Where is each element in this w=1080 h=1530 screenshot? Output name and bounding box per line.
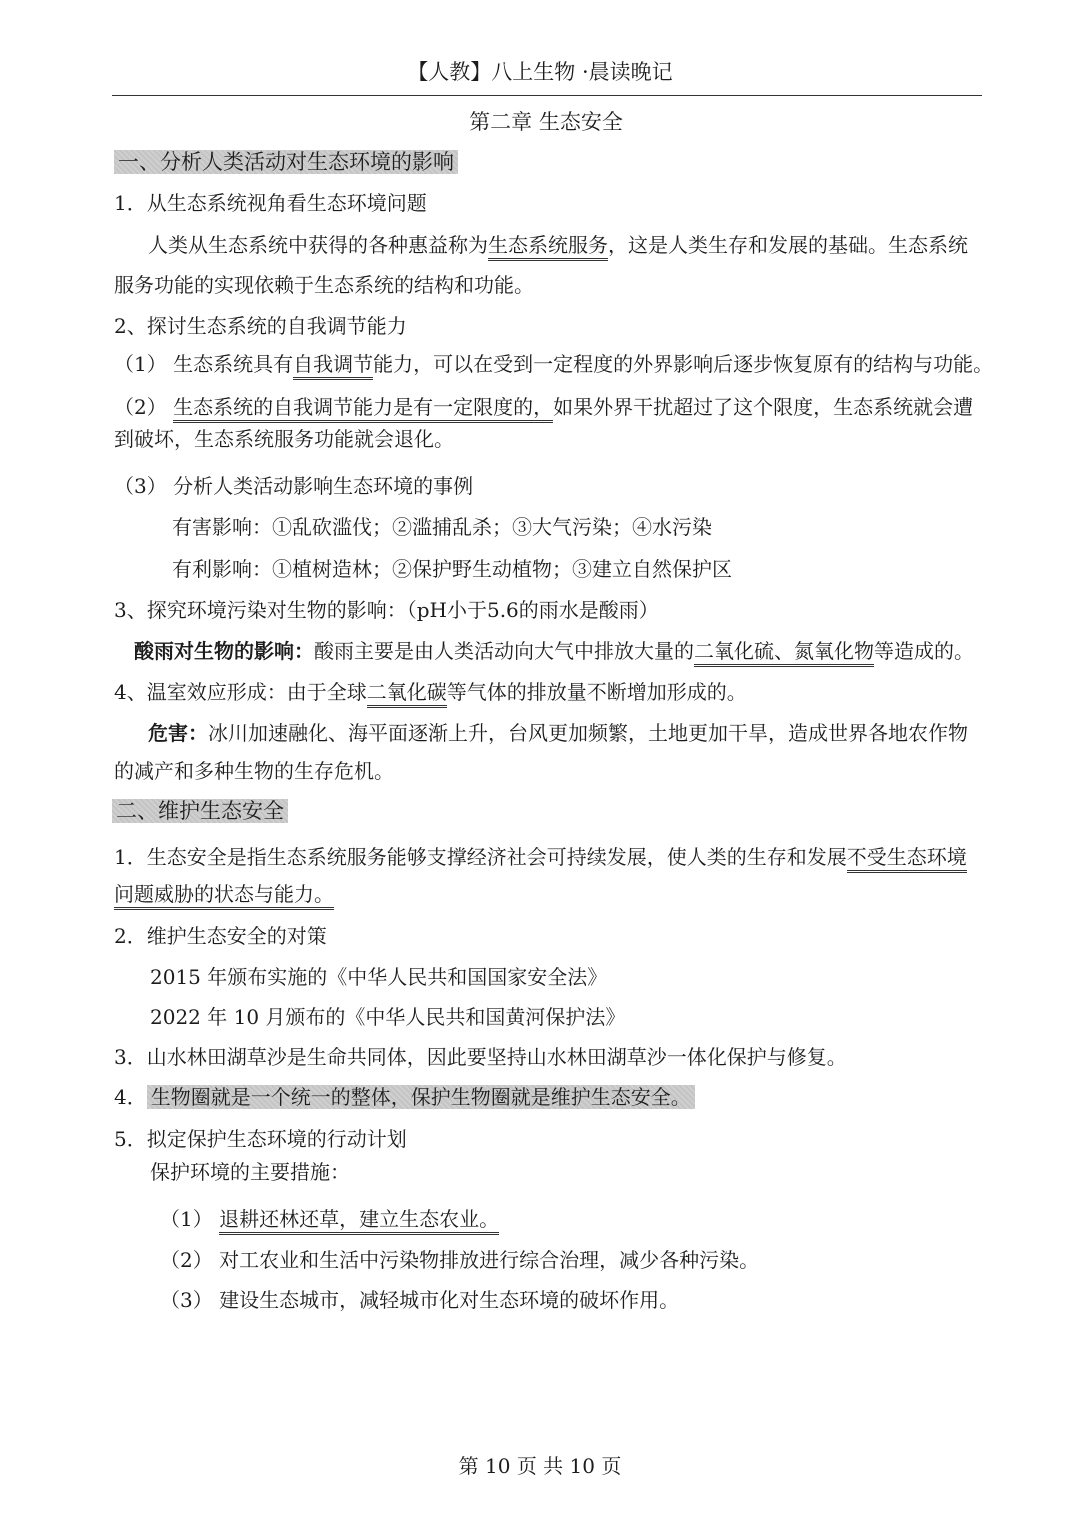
s1-p1-a-underlined: 生态系统服务 (488, 233, 608, 261)
s2-p1-line-b (114, 880, 334, 908)
s2-p4 (114, 1083, 695, 1111)
s1-acid-pre: 酸雨主要是由人类活动向大气中排放大量的 (314, 639, 694, 663)
s2-p3: 3．山水林田湖草沙是生命共同体，因此要坚持山水林田湖草沙一体化保护与修复。 (114, 1045, 847, 1069)
s1-p4 (114, 678, 747, 706)
header-rule (112, 95, 982, 96)
s2-p5-title: 5．拟定保护生态环境的行动计划 (114, 1127, 407, 1151)
section1-heading-text: 一、分析人类活动对生态环境的影响 (114, 150, 458, 174)
s1-p1-line-b: 服务功能的实现依赖于生态系统的结构和功能。 (114, 273, 534, 297)
s2-m1-num: （1） (160, 1207, 220, 1231)
s2-m1-underlined: 退耕还林还草，建立生态农业。 (219, 1207, 499, 1235)
s1-acid-underlined: 二氧化硫、氮氧化物 (694, 639, 874, 667)
s1-p2-item2-b: 到破坏，生态系统服务功能就会退化。 (114, 427, 454, 451)
s2-p1-pre: 1．生态安全是指生态系统服务能够支撑经济社会可持续发展，使人类的生存和发展 (114, 845, 847, 869)
s2-measure-3: （3） 建设生态城市，减轻城市化对生态环境的破坏作用。 (160, 1288, 680, 1312)
s2-p2-title: 2．维护生态安全的对策 (114, 924, 327, 948)
s2-measure-2: （2） 对工农业和生活中污染物排放进行综合治理，减少各种污染。 (160, 1248, 760, 1272)
s2-measure-1 (160, 1205, 499, 1233)
s1-p2-item3: （3） 分析人类活动影响生态环境的事例 (114, 474, 474, 498)
section1-heading (114, 148, 458, 176)
s1-p1-line-a (148, 231, 968, 259)
s1-acid-rain (134, 637, 974, 665)
s1-harm-line-b: 的减产和多种生物的生存危机。 (114, 759, 394, 783)
chapter-title: 第二章 生态安全 (469, 110, 623, 134)
s1-p2-item2-underlined: 生态系统的自我调节能力是有一定限度的， (173, 395, 553, 423)
s2-law2: 2022 年 10 月颁布的《中华人民共和国黄河保护法》 (150, 1005, 626, 1029)
s1-p2-item1 (114, 350, 993, 378)
s2-p1-line-a (114, 843, 967, 871)
s1-p1-title: 1．从生态系统视角看生态环境问题 (114, 191, 427, 215)
s1-beneficial: 有利影响：①植树造林；②保护野生动植物；③建立自然保护区 (172, 557, 732, 581)
s1-harmful: 有害影响：①乱砍滥伐；②滥捕乱杀；③大气污染；④水污染 (172, 515, 712, 539)
s1-p2-item2-post: 如果外界干扰超过了这个限度，生态系统就会遭 (553, 395, 974, 419)
section2-heading-text: 二、维护生态安全 (112, 799, 288, 823)
s2-p1-b-underlined: 问题威胁的状态与能力。 (114, 882, 334, 910)
header-title: 【人教】八上生物 ·晨读晚记 (407, 60, 673, 84)
s1-p2-title: 2、探讨生态系统的自我调节能力 (114, 314, 407, 338)
s2-p1-underlined: 不受生态环境 (847, 845, 967, 873)
s1-p2-item1-pre: （1） 生态系统具有 (114, 352, 294, 376)
s1-acid-post: 等造成的。 (874, 639, 974, 663)
s1-harm-line-a (148, 719, 968, 747)
s1-p4-underlined: 二氧化碳 (367, 680, 447, 708)
s2-p4-shaded: 生物圈就是一个统一的整体，保护生物圈就是维护生态安全。 (147, 1085, 695, 1109)
s2-p4-num: 4． (114, 1085, 147, 1109)
s1-p2-item1-underlined: 自我调节 (293, 352, 373, 380)
s1-p4-post: 等气体的排放量不断增加形成的。 (446, 680, 747, 704)
s2-measures-title: 保护环境的主要措施： (150, 1160, 350, 1184)
s1-harm-label: 危害： (148, 721, 208, 745)
s1-p1-a-post: ，这是人类生存和发展的基础。生态系统 (608, 233, 968, 257)
s1-p2-item2 (114, 393, 973, 421)
s2-law1: 2015 年颁布实施的《中华人民共和国国家安全法》 (150, 965, 608, 989)
s1-p1-a-pre: 人类从生态系统中获得的各种惠益称为 (148, 233, 488, 257)
section2-heading (112, 797, 288, 825)
s1-p4-pre: 4、温室效应形成：由于全球 (114, 680, 367, 704)
s1-acid-label: 酸雨对生物的影响： (134, 639, 314, 663)
page-number: 第 10 页 共 10 页 (458, 1454, 622, 1478)
s1-harm-a: 冰川加速融化、海平面逐渐上升，台风更加频繁，土地更加干旱，造成世界各地农作物 (208, 721, 968, 745)
s1-p3-title: 3、探究环境污染对生物的影响：（pH小于5.6的雨水是酸雨） (114, 598, 659, 622)
s1-p2-item2-pre: （2） (114, 395, 174, 419)
s1-p2-item1-post: 能力，可以在受到一定程度的外界影响后逐步恢复原有的结构与功能。 (373, 352, 994, 376)
